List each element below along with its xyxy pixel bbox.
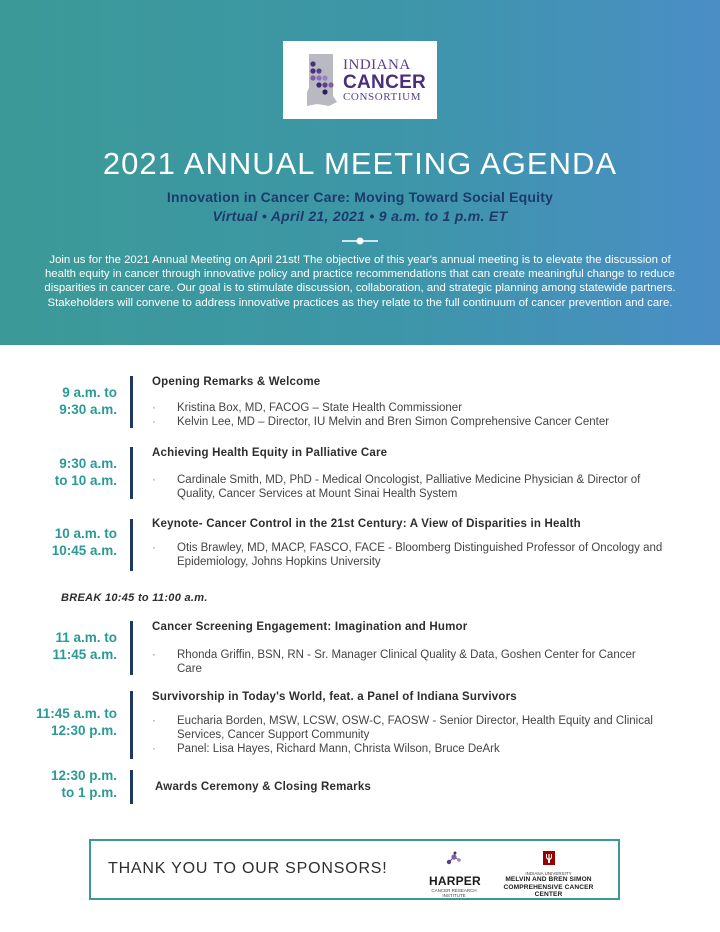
speaker-text: Kristina Box, MD, FACOG – State Health Commissioner xyxy=(177,402,463,414)
logo-wordmark xyxy=(343,58,426,103)
agenda-item-title: Cancer Screening Engagement: Imagination and Humor xyxy=(152,621,468,633)
logo-line-consortium: CONSORTIUM xyxy=(343,90,422,103)
speaker-text: Otis Brawley, MD, MACP, FASCO, FACE - Bloomberg Distinguished Professor of Oncology and Epidemiology, Johns Hopkins University xyxy=(177,542,663,568)
time-start: 9:30 a.m. xyxy=(59,456,117,471)
event-details: Virtual • April 21, 2021 • 9 a.m. to 1 p.m. ET xyxy=(212,208,508,224)
consortium-logo xyxy=(283,41,437,119)
iu-subtitle: INDIANA UNIVERSITY xyxy=(525,871,572,876)
bullet-icon: · xyxy=(152,402,156,414)
speaker-text: Panel: Lisa Hayes, Richard Mann, Christa Wilson, Bruce DeArk xyxy=(177,743,500,755)
time-start: 11:45 a.m. to xyxy=(35,706,117,721)
time-start: 10 a.m. to xyxy=(54,526,117,541)
intro-paragraph: Join us for the 2021 Annual Meeting on April 21st! The objective of this year's annual meeting is to elevate the discussion of health equity in cancer through innovative policy and practice recommendations that can create meaningful change to reduce disparities in cancer care. Our goal is to stimulate discussion, collaboration, and strategic planning among statewide partners. Stakeholders will convene to address innovative practices as they relate to the full continuum of cancer prevention and care. xyxy=(44,254,676,309)
speaker-item xyxy=(152,473,652,501)
time-end: 9:30 a.m. xyxy=(59,402,117,417)
speaker-list xyxy=(152,473,652,501)
timeline-bar xyxy=(130,519,133,571)
time-end: 12:30 p.m. xyxy=(50,723,117,738)
sponsors-box xyxy=(89,839,620,900)
timeline-bar xyxy=(130,621,133,675)
speaker-item xyxy=(152,714,662,742)
speaker-text: Cardinale Smith, MD, PhD - Medical Oncologist, Palliative Medicine Physician & Director of Quality, Cancer Services at Mount Sinai Health System xyxy=(177,474,641,500)
agenda-item-title: Keynote- Cancer Control in the 21st Century: A View of Disparities in Health xyxy=(152,518,581,530)
timeline-bar xyxy=(130,691,133,759)
iu-trident-icon xyxy=(543,851,555,865)
sponsors-heading: THANK YOU TO OUR SPONSORS! xyxy=(108,860,388,877)
logo-line-cancer: CANCER xyxy=(343,71,427,93)
speaker-item xyxy=(152,541,672,569)
divider-dot-line-icon xyxy=(342,235,378,247)
bullet-icon: · xyxy=(152,743,156,755)
agenda-time xyxy=(51,767,117,801)
harper-logo xyxy=(429,851,481,898)
indiana-map-icon xyxy=(303,52,341,108)
agenda-time xyxy=(52,525,117,559)
agenda-item-title: Opening Remarks & Welcome xyxy=(152,376,321,388)
speaker-list xyxy=(152,401,609,429)
harper-molecule-icon xyxy=(443,851,465,867)
time-end: to 10 a.m. xyxy=(54,473,117,488)
logo-line-indiana: INDIANA xyxy=(343,56,411,73)
speaker-text: Kelvin Lee, MD – Director, IU Melvin and Bren Simon Comprehensive Cancer Center xyxy=(177,416,610,428)
break-label: BREAK 10:45 to 11:00 a.m. xyxy=(61,592,208,604)
speaker-item xyxy=(152,648,652,676)
iu-name-line1: MELVIN AND BREN SIMON xyxy=(505,876,592,883)
speaker-list xyxy=(152,714,662,756)
timeline-bar xyxy=(130,770,133,804)
time-start: 11 a.m. to xyxy=(55,630,117,645)
agenda-time xyxy=(36,705,117,739)
speaker-list xyxy=(152,541,672,569)
bullet-icon: · xyxy=(152,416,156,428)
iu-name-line2: COMPREHENSIVE CANCER CENTER xyxy=(503,883,594,898)
harper-subtitle: CANCER RESEARCH INSTITUTE xyxy=(431,888,477,898)
agenda-item-title: Awards Ceremony & Closing Remarks xyxy=(155,781,372,793)
speaker-item xyxy=(152,415,609,429)
agenda-item-title: Achieving Health Equity in Palliative Care xyxy=(152,447,388,459)
speaker-item xyxy=(152,401,609,415)
speaker-text: Rhonda Griffin, BSN, RN - Sr. Manager Clinical Quality & Data, Goshen Center for Cancer Care xyxy=(177,649,636,675)
speaker-list xyxy=(152,648,652,676)
timeline-bar xyxy=(130,376,133,428)
timeline-bar xyxy=(130,447,133,499)
time-end: 10:45 a.m. xyxy=(51,543,117,558)
bullet-icon: · xyxy=(152,542,156,554)
time-end: 11:45 a.m. xyxy=(52,647,117,662)
time-end: to 1 p.m. xyxy=(61,785,117,800)
bullet-icon: · xyxy=(152,474,156,486)
time-start: 9 a.m. to xyxy=(62,385,117,400)
page-title: 2021 ANNUAL MEETING AGENDA xyxy=(102,146,618,181)
agenda-time xyxy=(52,629,117,663)
bullet-icon: · xyxy=(152,649,156,661)
agenda-item-title: Survivorship in Today's World, feat. a Panel of Indiana Survivors xyxy=(152,691,517,703)
iu-cancer-center-logo xyxy=(491,851,606,899)
time-start: 12:30 p.m. xyxy=(50,768,117,783)
agenda-time xyxy=(55,455,117,489)
speaker-item xyxy=(152,742,662,756)
agenda-time xyxy=(59,384,117,418)
meeting-subtitle: Innovation in Cancer Care: Moving Toward Social Equity xyxy=(166,189,554,205)
speaker-text: Eucharia Borden, MSW, LCSW, OSW-C, FAOSW - Senior Director, Health Equity and Clinical Services, Cancer Support Community xyxy=(177,715,653,741)
harper-name: HARPER xyxy=(429,874,481,888)
bullet-icon: · xyxy=(152,715,156,727)
header-banner xyxy=(0,0,720,345)
